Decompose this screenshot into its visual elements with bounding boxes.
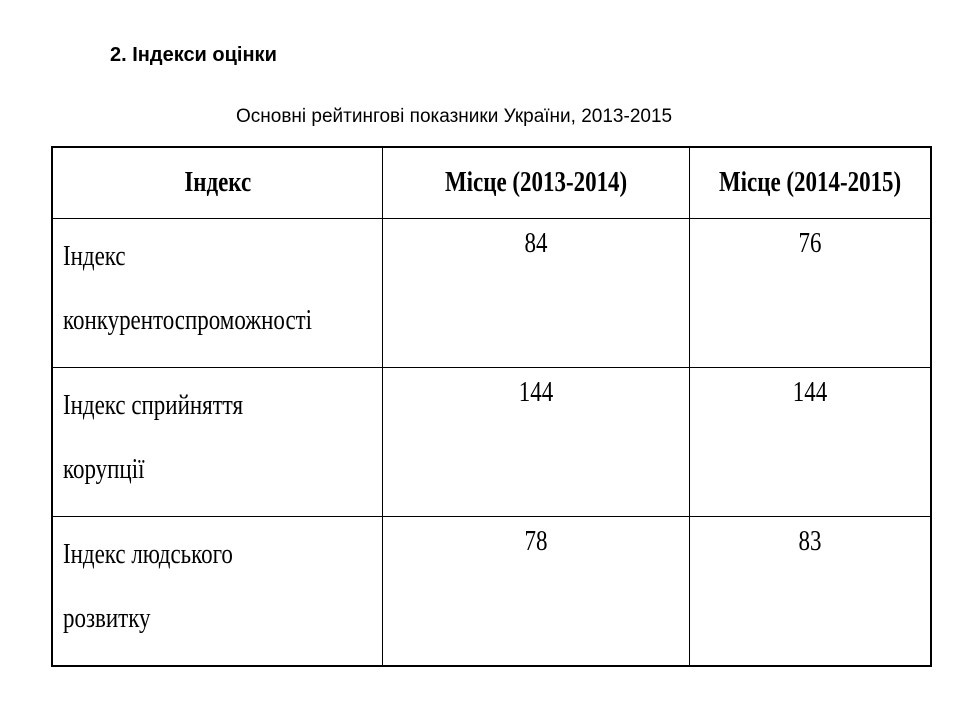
table-row — [52, 368, 931, 517]
index-name-cell: Індекс сприйняття корупції — [52, 368, 383, 517]
header-row — [52, 147, 931, 219]
place-2014-2015-cell: 83 — [690, 517, 931, 667]
table-row — [52, 219, 931, 368]
place-2013-2014-cell: 84 — [383, 219, 690, 368]
place-2013-2014-cell: 78 — [383, 517, 690, 667]
table-header — [52, 147, 931, 219]
index-name-cell: Індекс конкурентоспроможності — [52, 219, 383, 368]
table-row — [52, 517, 931, 667]
header-place-2013-2014: Місце (2013-2014) — [383, 147, 690, 219]
index-name-cell: Індекс людського розвитку — [52, 517, 383, 667]
slide-heading: 2. Індекси оцінки — [110, 44, 277, 66]
place-2013-2014-cell: 144 — [383, 368, 690, 517]
place-2014-2015-cell: 76 — [690, 219, 931, 368]
place-2014-2015-cell: 144 — [690, 368, 931, 517]
header-place-2014-2015: Місце (2014-2015) — [690, 147, 931, 219]
ratings-table — [51, 146, 932, 667]
header-index: Індекс — [52, 147, 383, 219]
table-caption: Основні рейтингові показники України, 2013-2015 — [236, 106, 673, 127]
